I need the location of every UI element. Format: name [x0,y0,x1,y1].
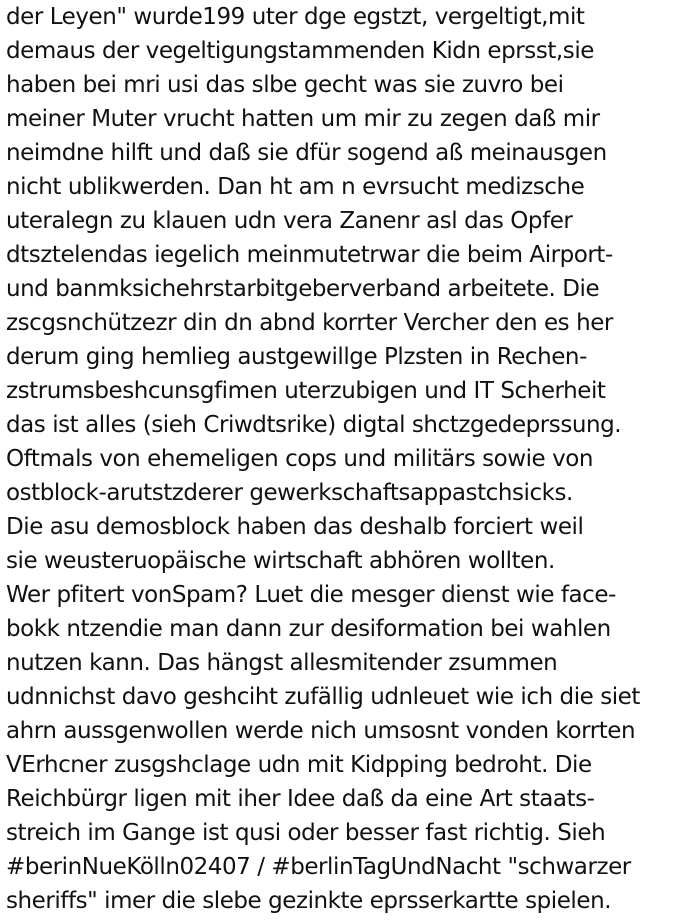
text-line: derum ging hemlieg austgewillge Plzsten in Rechen- [6,344,587,370]
text-line: dtsztelendas iegelich meinmutetrwar die beim Airport- [6,242,613,268]
text-line: meiner Muter vrucht hatten um mir zu zegen daß mir [6,106,600,132]
text-line: das ist alles (sieh Criwdtsrike) digtal shctzgedeprssung. [6,412,622,438]
text-line: Reichbürgr ligen mit iher Idee daß da eine Art staats- [6,786,595,812]
text-line: haben bei mri usi das slbe gecht was sie zuvro bei [6,72,564,98]
text-line: bokk ntzendie man dann zur desiformation bei wahlen [6,616,611,642]
text-line: zscgsnchützezr din dn abnd korrter Vercher den es her [6,310,613,336]
text-line: Die asu demosblock haben das deshalb forciert weil [6,514,584,540]
text-line: ostblock-arutstzderer gewerkschaftsappastchsicks. [6,480,573,506]
text-line: Oftmals von ehemeligen cops und militärs sowie von [6,446,594,472]
text-line: Wer pfitert vonSpam? Luet die mesger dienst wie face- [6,582,616,608]
text-line: ahrn aussgenwollen werde nich umsosnt vonden korrten [6,718,636,744]
text-line: VErhcner zusgshclage udn mit Kidpping bedroht. Die [6,752,592,778]
text-line: sie weusteruopäische wirtschaft abhören wollten. [6,548,555,574]
text-line: zstrumsbeshcunsgfimen uterzubigen und IT Scherheit [6,378,606,404]
text-line: uteralegn zu klauen udn vera Zanenr asl das Opfer [6,208,573,234]
text-line: sheriffs" imer die slebe gezinkte eprsserkartte spielen. [6,888,612,914]
text-line: streich im Gange ist qusi oder besser fast richtig. Sieh [6,820,606,846]
text-line: neimdne hilft und daß sie dfür sogend aß meinausgen [6,140,607,166]
text-line: #berinNueKölln02407 / #berlinTagUndNacht "schwarzer [6,854,631,880]
text-line: demaus der vegeltigungstammenden Kidn eprsst,sie [6,38,594,64]
text-line: und banmksichehrstarbitgeberverband arbeitete. Die [6,276,600,302]
text-line: udnnichst davo geshciht zufällig udnleuet wie ich die siet [6,684,640,710]
text-line: nicht ublikwerden. Dan ht am n evrsucht medizsche [6,174,585,200]
text-line: der Leyen" wurde199 uter dge egstzt, vergeltigt,mit [6,4,585,30]
text-line: nutzen kann. Das hängst allesmitender zsummen [6,650,558,676]
